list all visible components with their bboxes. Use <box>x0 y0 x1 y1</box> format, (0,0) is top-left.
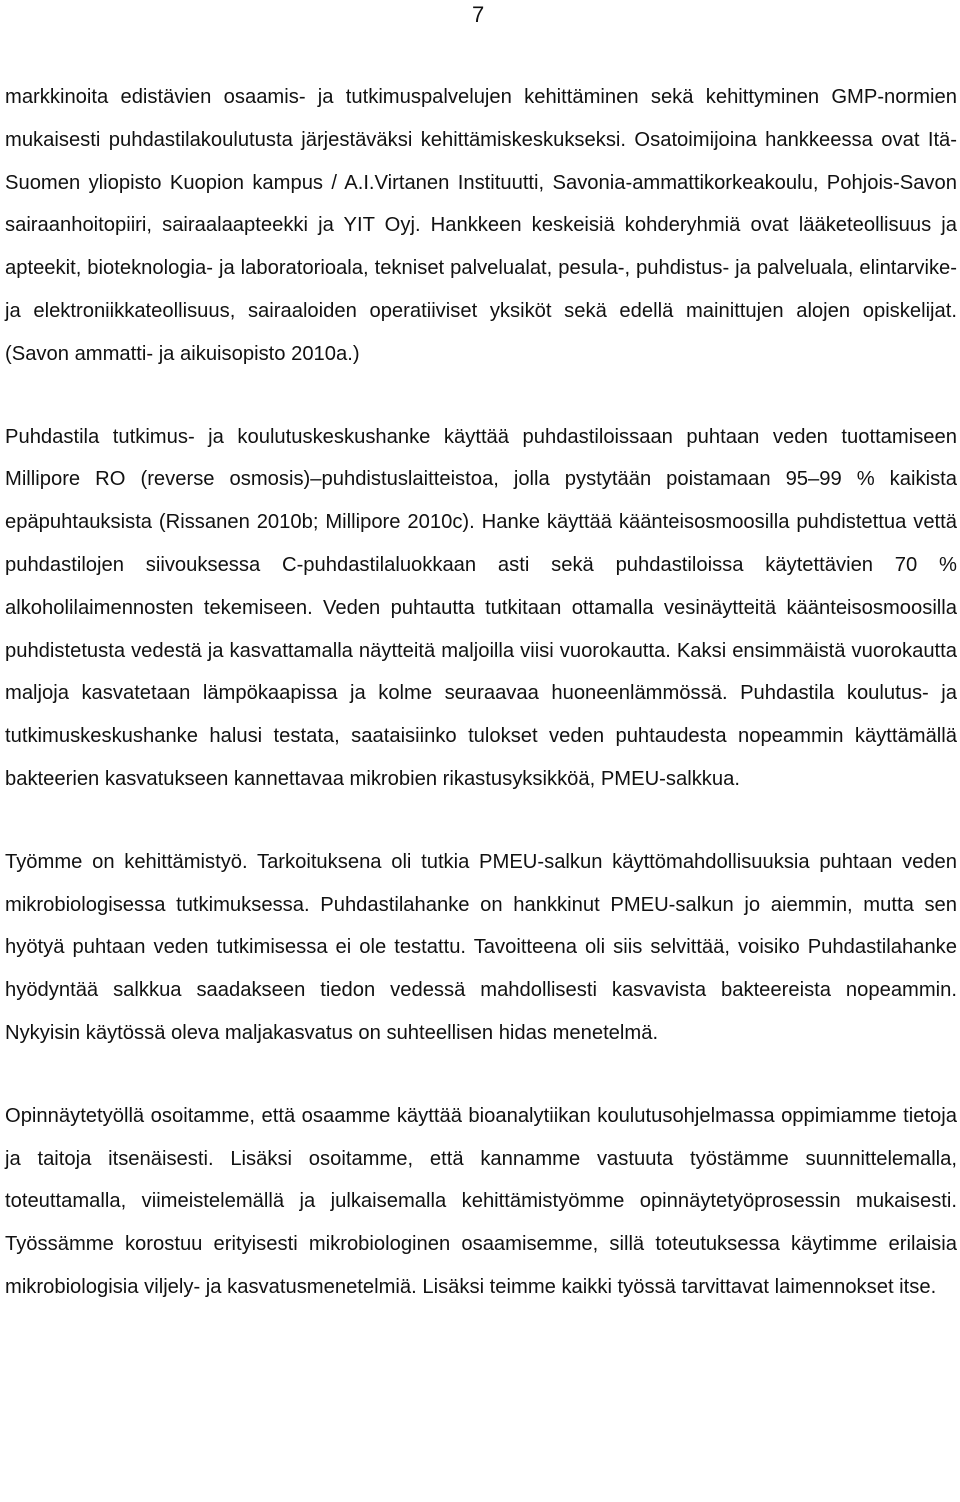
paragraph-thesis-competence: Opinnäytetyöllä osoitamme, että osaamme käyttää bioanalytiikan koulutusohjelmassa oppimiamme tietoja ja taitoja itsenäisesti. Lisäksi osoitamme, että kannamme vastuuta työstämme suunnittelemalla, toteuttamalla, viimeistelemällä ja julkaisemalla kehittämistyömme opinnäytetyöprosessin mukaisesti. Työssämme korostuu erityisesti mikrobiologinen osaamisemme, sillä toteutuksessa käytimme erilaisia mikrobiologisia viljely- ja kasvatusmenetelmiä. Lisäksi teimme kaikki työssä tarvittavat laimennokset itse. <box>5 1104 957 1298</box>
paragraph-spacer <box>5 1055 957 1095</box>
paragraph-project-description: markkinoita edistävien osaamis- ja tutkimuspalvelujen kehittäminen sekä kehittyminen GMP-normien mukaisesti puhdastilakoulutusta järjestäväksi kehittämiskeskukseksi. Osatoimijoina hankkeessa ovat Itä-Suomen yliopisto Kuopion kampus / A.I.Virtanen Instituutti, Savonia-ammattikorkeakoulu, Pohjois-Savon sairaanhoitopiiri, sairaalaapteekki ja YIT Oyj. Hankkeen keskeisiä kohderyhmiä ovat lääketeollisuus ja apteekit, bioteknologia- ja laboratorioala, tekniset palvelualat, pesula-, puhdistus- ja palveluala, elintarvike- ja elektroniikkateollisuus, sairaaloiden operatiiviset yksiköt sekä edellä mainittujen alojen opiskelijat. (Savon ammatti- ja aikuisopisto 2010a.) <box>5 86 957 365</box>
paragraph-spacer <box>5 801 957 841</box>
paragraph-spacer <box>5 376 957 416</box>
document-body <box>5 76 957 1309</box>
paragraph-water-purification: Puhdastila tutkimus- ja koulutuskeskushanke käyttää puhdastiloissaan puhtaan veden tuottamiseen Millipore RO (reverse osmosis)–puhdistuslaitteistoa, jolla pystytään poistamaan 95–99 % kaikista epäpuhtauksista (Rissanen 2010b; Millipore 2010c). Hanke käyttää käänteisosmoosilla puhdistettua vettä puhdastilojen siivouksessa C-puhdastilaluokkaan asti sekä puhdastiloissa käytettävien 70 % alkoholilaimennosten tekemiseen. Veden puhtautta tutkitaan ottamalla vesinäytteitä käänteisosmoosilla puhdistetusta vedestä ja kasvattamalla näytteitä maljoilla viisi vuorokautta. Kaksi ensimmäistä vuorokautta maljoja kasvatetaan lämpökaapissa ja kolme seuraavaa huoneenlämmössä. Puhdastila koulutus- ja tutkimuskeskushanke halusi testata, saataisiinko tulokset veden puhtaudesta nopeammin käyttämällä bakteerien kasvatukseen kannettavaa mikrobien rikastusyksikköä, PMEU-salkkua. <box>5 425 957 790</box>
page-number: 7 <box>472 2 485 27</box>
paragraph-work-purpose: Työmme on kehittämistyö. Tarkoituksena oli tutkia PMEU-salkun käyttömahdollisuuksia puhtaan veden mikrobiologisessa tutkimuksessa. Puhdastilahanke on hankkinut PMEU-salkun jo aiemmin, mutta sen hyötyä puhtaan veden tutkimisessa ei ole testattu. Tavoitteena oli siis selvittää, voisiko Puhdastilahanke hyödyntää salkkua saadakseen tiedon vedessä mahdollisesti kasvavista bakteereista nopeammin. Nykyisin käytössä oleva maljakasvatus on suhteellisen hidas menetelmä. <box>5 850 957 1044</box>
